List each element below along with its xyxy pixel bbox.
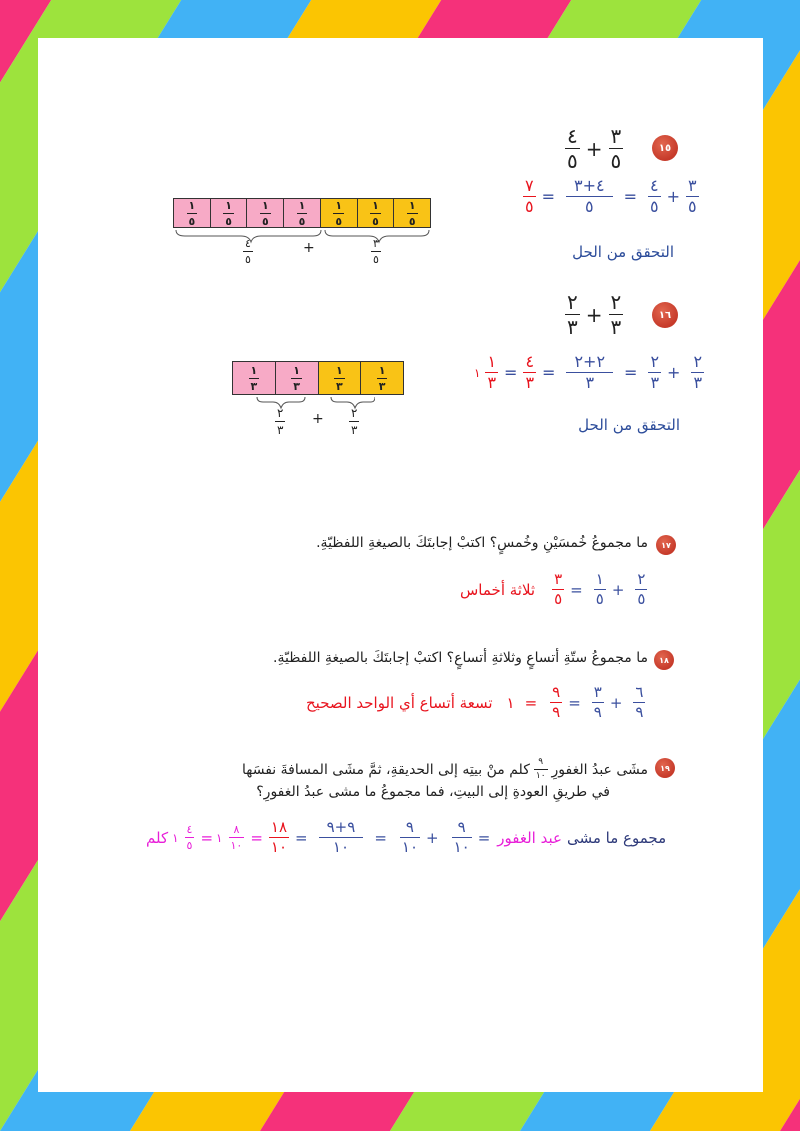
equals-sign: = (295, 828, 308, 847)
q19-text-part2: كلم منْ بيتِه إلى الحديقةِ، ثمَّ مشَى المسافةَ نفسَها (242, 761, 530, 778)
q18-answer-words: تسعة أتساع أي الواحد الصحيح (306, 693, 493, 712)
q15-combined: $\frac{٤+٣}{٥}$ (568, 178, 611, 215)
fraction-bar-cell: $\frac{١}{٥}$ (284, 199, 321, 227)
q16-check-solution-label: التحقق من الحل (578, 416, 680, 434)
fraction-bar-cell: $\frac{١}{٥}$ (174, 199, 211, 227)
q16-bar-plus: + (312, 411, 324, 427)
q18-question-text: ما مجموعُ ستّةِ أتساعٍ وثلاثةِ أتساعٍ؟ اكتبْ إجابتَكَ بالصيغةِ اللفظيّةِ. (273, 650, 648, 666)
q15-a: $\frac{٤}{٥}$ (650, 176, 659, 216)
equals-sign: = (524, 693, 538, 712)
q15-check-solution-label: التحقق من الحل (572, 243, 674, 261)
q19-answer-prefix: مجموع ما مشى (566, 828, 667, 847)
q16-bar-left-label: $\frac{٢}{٣}$ (277, 406, 284, 437)
question-number-badge-18: ١٨ (654, 650, 674, 670)
q19-mixed2-whole: ١ (216, 830, 223, 845)
q16-solution: ١ $\frac{١}{٣}$ = $\frac{٤}{٣}$ = $\frac{٢+٢}{٣}$ = $\frac{٢}{٣}$ + $\frac{٢}{٣}$ (474, 352, 703, 392)
fraction-bar-cell: $\frac{١}{٣}$ (233, 362, 276, 394)
q19-question-line-2: في طريقِ العودةِ إلى البيتِ، فما مجموعُ ما مشى عبدُ الغفورِ؟ (256, 784, 610, 800)
q15-bar-left-label: $\frac{٤}{٥}$ (245, 237, 251, 266)
q19-answer: كلم ١ $\frac{٤}{٥}$ = ١ $\frac{٨}{١٠}$ = $\frac{١٨}{١٠}$ = $\frac{٩+٩}{١٠}$ = $\frac{٩}{١٠}$ + $\frac{٩}{١٠}$ = عبد الغفور مجموع ما مشى (146, 818, 667, 856)
q17-answer: ثلاثة أخماس $\frac{٣}{٥}$ = $\frac{١}{٥}$ + $\frac{٢}{٥}$ (460, 570, 646, 608)
q16-combined: $\frac{٢+٢}{٣}$ (568, 354, 611, 391)
q16-mixed-fraction: $\frac{١}{٣}$ (487, 352, 497, 392)
fraction-bar-cell: $\frac{١}{٣}$ (361, 362, 403, 394)
equals-sign: = (477, 828, 491, 847)
question-number-badge-19: ١٩ (655, 758, 675, 778)
q19-question-line-1 (242, 758, 648, 781)
q16-bar-right-label: $\frac{٢}{٣}$ (351, 406, 358, 437)
plus-sign: + (426, 828, 439, 847)
q19-text-part1: مشَى عبدُ الغفورِ (551, 761, 648, 778)
q17-answer-words: ثلاثة أخماس (460, 580, 536, 599)
q15-fraction-a: $\frac{٤}{٥}$ (567, 124, 578, 173)
equals-sign: = (250, 828, 263, 847)
question-number-badge-17: ١٧ (656, 535, 676, 555)
equals-sign: = (542, 363, 556, 382)
plus-sign: + (667, 363, 681, 382)
plus-sign: + (611, 580, 625, 599)
q17-question-text: ما مجموعُ خُمسَيْنِ وخُمسٍ؟ اكتبْ إجابتَكَ بالصيغةِ اللفظيّةِ. (316, 535, 648, 551)
q19-answer-name: عبد الغفور (497, 828, 562, 847)
fraction-bar-cell: $\frac{١}{٣}$ (319, 362, 362, 394)
q19-question-fraction: $\frac{٩}{١٠}$ (535, 757, 546, 781)
plus-sign: + (585, 302, 603, 327)
fraction-bar-cell: $\frac{١}{٣}$ (276, 362, 319, 394)
plus-sign: + (585, 136, 603, 161)
q19-unit: كلم (146, 828, 169, 847)
question-number-badge-15: ١٥ (652, 135, 678, 161)
q15-solution (520, 178, 702, 215)
q15-bar-plus: + (303, 240, 315, 256)
q16-mixed-whole: ١ (474, 365, 481, 380)
q15-fraction-b: $\frac{٣}{٥}$ (610, 124, 622, 173)
q18-answer: تسعة أتساع أي الواحد الصحيح ١ = $\frac{٩}{٩}$ = $\frac{٣}{٩}$ + $\frac{٦}{٩}$ (306, 683, 644, 721)
fraction-bar-cell: $\frac{١}{٥}$ (321, 199, 358, 227)
equals-sign: = (504, 363, 518, 382)
q15-result: $\frac{٧}{٥}$ (525, 176, 534, 216)
fraction-bar-cell: $\frac{١}{٥}$ (358, 199, 395, 227)
fraction-bar-cell: $\frac{١}{٥}$ (247, 199, 284, 227)
fraction-bar-cell: $\frac{١}{٥}$ (394, 199, 430, 227)
q15-fraction-bar (173, 198, 431, 228)
question-number-badge-16: ١٦ (652, 302, 678, 328)
equals-sign: = (374, 828, 387, 847)
q15-problem (562, 126, 626, 171)
q19-final-whole: ١ (172, 830, 179, 845)
q15-bar-right-label: $\frac{٣}{٥}$ (373, 237, 379, 266)
equals-sign: = (570, 580, 583, 599)
q16-improper: $\frac{٤}{٣}$ (525, 352, 535, 392)
q16-fraction-bar (232, 361, 404, 395)
q16-problem: $\frac{٢}{٣}$ + $\frac{٢}{٣}$ (567, 290, 622, 339)
equals-sign: = (200, 828, 214, 847)
equals-sign: = (541, 187, 555, 206)
equals-sign: = (568, 693, 581, 712)
q18-one: ١ (506, 693, 515, 712)
q15-b: $\frac{٣}{٥}$ (688, 176, 697, 216)
fraction-bar-cell: $\frac{١}{٥}$ (211, 199, 248, 227)
plus-sign: + (666, 187, 680, 206)
equals-sign: = (624, 363, 638, 382)
equals-sign: = (623, 187, 637, 206)
plus-sign: + (609, 693, 623, 712)
